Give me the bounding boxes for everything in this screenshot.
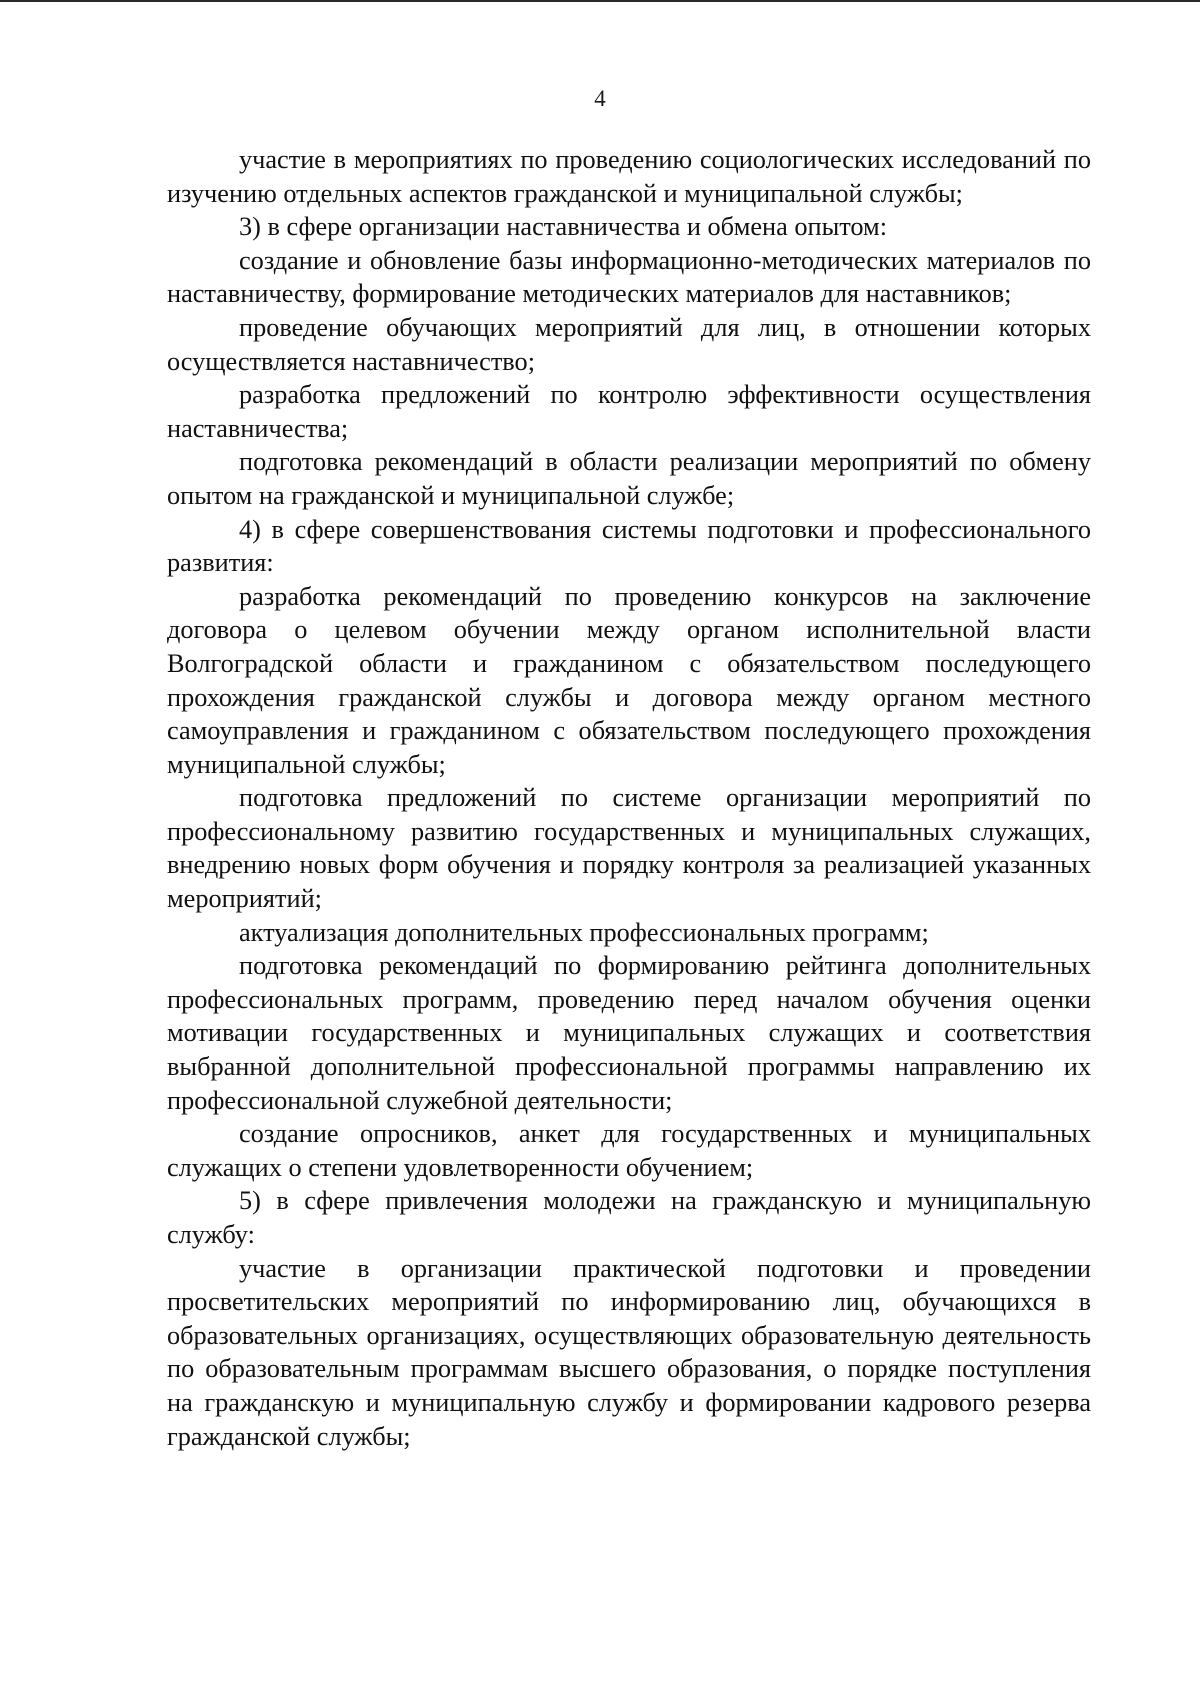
paragraph-training-events: проведение обучающих мероприятий для лиц, в отношении которых осуществляется наставничество; xyxy=(167,312,1091,376)
paragraph-mentoring-heading: 3) в сфере организации наставничества и обмена опытом: xyxy=(239,212,887,242)
paragraph-sociological-research: участие в мероприятиях по проведению социологических исследований по изучению отдельных аспектов гражданской и муниципальной службы; xyxy=(167,145,1091,208)
paragraph-mentoring-materials: создание и обновление базы информационно-методических материалов по наставничеству, формирование методических материалов для наставников; xyxy=(167,245,1091,309)
paragraph-training-system-heading: 4) в сфере совершенствования системы подготовки и профессионального развития: xyxy=(167,514,1091,578)
document-body xyxy=(167,143,1091,1453)
paragraph-experience-exchange: подготовка рекомендаций в области реализации мероприятий по обмену опытом на гражданской и муниципальной службе; xyxy=(167,447,1091,510)
paragraph-youth-heading: 5) в сфере привлечения молодежи на гражданскую и муниципальную службу: xyxy=(167,1186,1091,1249)
paragraph-practical-training: участие в организации практической подготовки и проведении просветительских мероприятий по информированию лиц, обучающихся в образовательных организациях, осуществляющих образовательную деятельность по образовательным программам высшего образования, о порядке поступления на гражданскую и муниципальную службу и формировании кадрового резерва гражданской службы; xyxy=(167,1253,1091,1451)
page-number: 4 xyxy=(594,86,606,111)
scan-edge-line xyxy=(0,0,1200,2)
paragraph-program-updates: актуализация дополнительных профессиональных программ; xyxy=(239,917,929,947)
paragraph-questionnaires: создание опросников, анкет для государственных и муниципальных служащих о степени удовлетворенности обучением; xyxy=(167,1119,1091,1182)
paragraph-targeted-training-contracts: разработка рекомендаций по проведению конкурсов на заключение договора о целевом обучении между органом исполнительной власти Волгоградской области и гражданином с обязательством последующего прохождения гражданской службы и договора между органом местного самоуправления и гражданином с обязательством последующего прохождения муниципальной службы; xyxy=(167,581,1091,779)
paragraph-mentoring-control: разработка предложений по контролю эффективности осуществления наставничества; xyxy=(167,380,1091,443)
paragraph-professional-development: подготовка предложений по системе организации мероприятий по профессиональному развитию государственных и муниципальных служащих, внедрению новых форм обучения и порядку контроля за реализацией указанных мероприятий; xyxy=(167,783,1091,914)
paragraph-program-rating: подготовка рекомендаций по формированию рейтинга дополнительных профессиональных программ, проведению перед началом обучения оценки мотивации государственных и муниципальных служащих и соответствия выбранной дополнительной профессиональной программы направлению их профессиональной служебной деятельности; xyxy=(167,951,1091,1115)
